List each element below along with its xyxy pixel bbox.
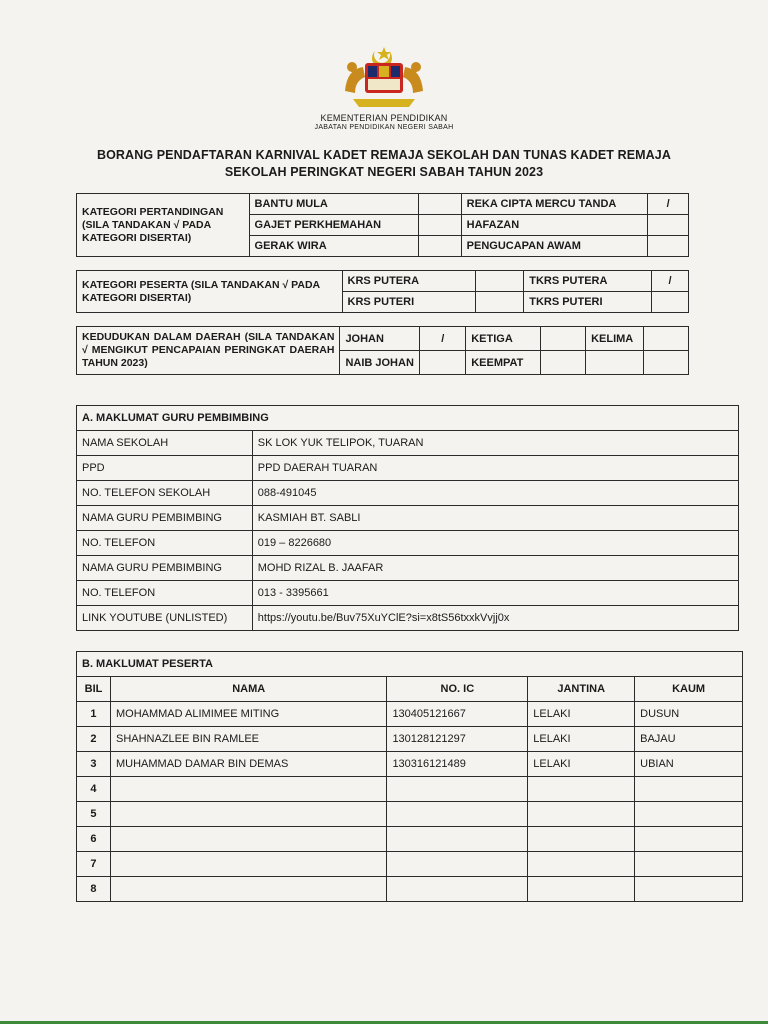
kategori-peserta-table: [76, 270, 689, 313]
kategori-pertandingan-label: KATEGORI PERTANDINGAN (SILA TANDAKAN √ PADA KATEGORI DISERTAI): [77, 194, 250, 257]
kategori-peserta-label: KATEGORI PESERTA (SILA TANDAKAN √ PADA KATEGORI DISERTAI): [77, 271, 343, 313]
checkbox-cell[interactable]: [652, 292, 689, 313]
table-row: [77, 702, 743, 727]
row-nama[interactable]: [110, 877, 386, 902]
malaysia-coat-of-arms-icon: [335, 45, 433, 115]
field-value[interactable]: PPD DAERAH TUARAN: [252, 456, 738, 481]
kategori-pertandingan-table: [76, 193, 689, 257]
option-label: JOHAN: [340, 327, 420, 351]
kedudukan-table: [76, 326, 689, 375]
row-bil: 1: [77, 702, 111, 727]
field-value[interactable]: MOHD RIZAL B. JAAFAR: [252, 556, 738, 581]
row-nama[interactable]: [110, 777, 386, 802]
row-jantina[interactable]: LELAKI: [528, 702, 635, 727]
field-label: NO. TELEFON: [77, 531, 253, 556]
field-value[interactable]: 019 – 8226680: [252, 531, 738, 556]
row-kaum[interactable]: BAJAU: [635, 727, 743, 752]
form-title-line-2: SEKOLAH PERINGKAT NEGERI SABAH TAHUN 2023: [224, 165, 544, 179]
empty-cell: [644, 351, 689, 375]
table-row: [77, 727, 743, 752]
ministry-name: KEMENTERIAN PENDIDIKAN: [320, 113, 448, 123]
row-jantina[interactable]: [528, 802, 635, 827]
section-a-guru-table: [76, 405, 739, 631]
row-nama[interactable]: [110, 802, 386, 827]
empty-cell: [586, 351, 644, 375]
row-ic[interactable]: 130316121489: [387, 752, 528, 777]
column-header-bil: BIL: [77, 677, 111, 702]
row-ic[interactable]: [387, 827, 528, 852]
field-label: LINK YOUTUBE (UNLISTED): [77, 606, 253, 631]
row-ic[interactable]: 130128121297: [387, 727, 528, 752]
kedudukan-label: KEDUDUKAN DALAM DAERAH (SILA TANDAKAN √ MENGIKUT PENCAPAIAN PERINGKAT DAERAH TAHUN 2023): [77, 327, 340, 375]
option-label: GAJET PERKHEMAHAN: [249, 215, 418, 236]
field-label: NAMA GURU PEMBIMBING: [77, 506, 253, 531]
option-label: KRS PUTERI: [342, 292, 476, 313]
row-nama[interactable]: MUHAMMAD DAMAR BIN DEMAS: [110, 752, 386, 777]
option-label: KRS PUTERA: [342, 271, 476, 292]
checkbox-cell[interactable]: [648, 215, 689, 236]
checkbox-cell[interactable]: [476, 292, 524, 313]
youtube-link-value[interactable]: https://youtu.be/Buv75XuYClE?si=x8tS56txxkVvjj0x: [252, 606, 738, 631]
table-row: [77, 852, 743, 877]
column-header-no-ic: NO. IC: [387, 677, 528, 702]
option-label: PENGUCAPAN AWAM: [461, 236, 648, 257]
row-jantina[interactable]: LELAKI: [528, 752, 635, 777]
checkbox-cell[interactable]: /: [652, 271, 689, 292]
row-nama[interactable]: [110, 827, 386, 852]
field-value[interactable]: KASMIAH BT. SABLI: [252, 506, 738, 531]
field-value[interactable]: 013 - 3395661: [252, 581, 738, 606]
table-row: [77, 827, 743, 852]
checkbox-cell[interactable]: [420, 351, 466, 375]
row-bil: 4: [77, 777, 111, 802]
checkbox-cell[interactable]: [419, 236, 462, 257]
option-label: KELIMA: [586, 327, 644, 351]
form-title: [60, 147, 708, 181]
row-bil: 6: [77, 827, 111, 852]
table-row: [77, 752, 743, 777]
row-bil: 2: [77, 727, 111, 752]
row-bil: 5: [77, 802, 111, 827]
section-b-peserta-table: [76, 651, 743, 902]
option-label: GERAK WIRA: [249, 236, 418, 257]
row-kaum[interactable]: [635, 777, 743, 802]
checkbox-cell[interactable]: /: [648, 194, 689, 215]
option-label: TKRS PUTERA: [524, 271, 652, 292]
row-bil: 7: [77, 852, 111, 877]
row-jantina[interactable]: LELAKI: [528, 727, 635, 752]
ministry-header: [250, 113, 518, 133]
field-label: NAMA SEKOLAH: [77, 431, 253, 456]
option-label: BANTU MULA: [249, 194, 418, 215]
field-label: NO. TELEFON SEKOLAH: [77, 481, 253, 506]
option-label: NAIB JOHAN: [340, 351, 420, 375]
checkbox-cell[interactable]: [419, 215, 462, 236]
row-nama[interactable]: [110, 852, 386, 877]
row-nama[interactable]: MOHAMMAD ALIMIMEE MITING: [110, 702, 386, 727]
checkbox-cell[interactable]: [476, 271, 524, 292]
row-kaum[interactable]: UBIAN: [635, 752, 743, 777]
row-kaum[interactable]: DUSUN: [635, 702, 743, 727]
row-ic[interactable]: [387, 852, 528, 877]
form-title-line-1: BORANG PENDAFTARAN KARNIVAL KADET REMAJA SEKOLAH DAN TUNAS KADET REMAJA: [96, 148, 671, 162]
row-jantina[interactable]: [528, 852, 635, 877]
row-ic[interactable]: [387, 777, 528, 802]
row-jantina[interactable]: [528, 777, 635, 802]
row-jantina[interactable]: [528, 877, 635, 902]
row-kaum[interactable]: [635, 877, 743, 902]
field-label: NO. TELEFON: [77, 581, 253, 606]
row-bil: 8: [77, 877, 111, 902]
table-row: [77, 877, 743, 902]
option-label: HAFAZAN: [461, 215, 648, 236]
option-label: REKA CIPTA MERCU TANDA: [461, 194, 648, 215]
column-header-nama: NAMA: [110, 677, 386, 702]
field-value[interactable]: 088-491045: [252, 481, 738, 506]
table-row: [77, 802, 743, 827]
field-label: PPD: [77, 456, 253, 481]
field-value[interactable]: SK LOK YUK TELIPOK, TUARAN: [252, 431, 738, 456]
row-kaum[interactable]: [635, 802, 743, 827]
row-kaum[interactable]: [635, 852, 743, 877]
checkbox-cell[interactable]: [419, 194, 462, 215]
checkbox-cell[interactable]: [644, 327, 689, 351]
field-label: NAMA GURU PEMBIMBING: [77, 556, 253, 581]
option-label: KEEMPAT: [466, 351, 541, 375]
column-header-kaum: KAUM: [635, 677, 743, 702]
checkbox-cell[interactable]: [541, 351, 586, 375]
option-label: KETIGA: [466, 327, 541, 351]
row-ic[interactable]: [387, 802, 528, 827]
checkbox-cell[interactable]: [648, 236, 689, 257]
checkbox-cell[interactable]: [541, 327, 586, 351]
table-row: [77, 777, 743, 802]
row-ic[interactable]: [387, 877, 528, 902]
department-name: JABATAN PENDIDIKAN NEGERI SABAH: [314, 124, 454, 131]
row-bil: 3: [77, 752, 111, 777]
column-header-jantina: JANTINA: [528, 677, 635, 702]
row-kaum[interactable]: [635, 827, 743, 852]
row-nama[interactable]: SHAHNAZLEE BIN RAMLEE: [110, 727, 386, 752]
option-label: TKRS PUTERI: [524, 292, 652, 313]
checkbox-cell[interactable]: /: [420, 327, 466, 351]
section-a-heading: A. MAKLUMAT GURU PEMBIMBING: [77, 406, 739, 431]
section-b-heading: B. MAKLUMAT PESERTA: [77, 652, 743, 677]
row-ic[interactable]: 130405121667: [387, 702, 528, 727]
row-jantina[interactable]: [528, 827, 635, 852]
